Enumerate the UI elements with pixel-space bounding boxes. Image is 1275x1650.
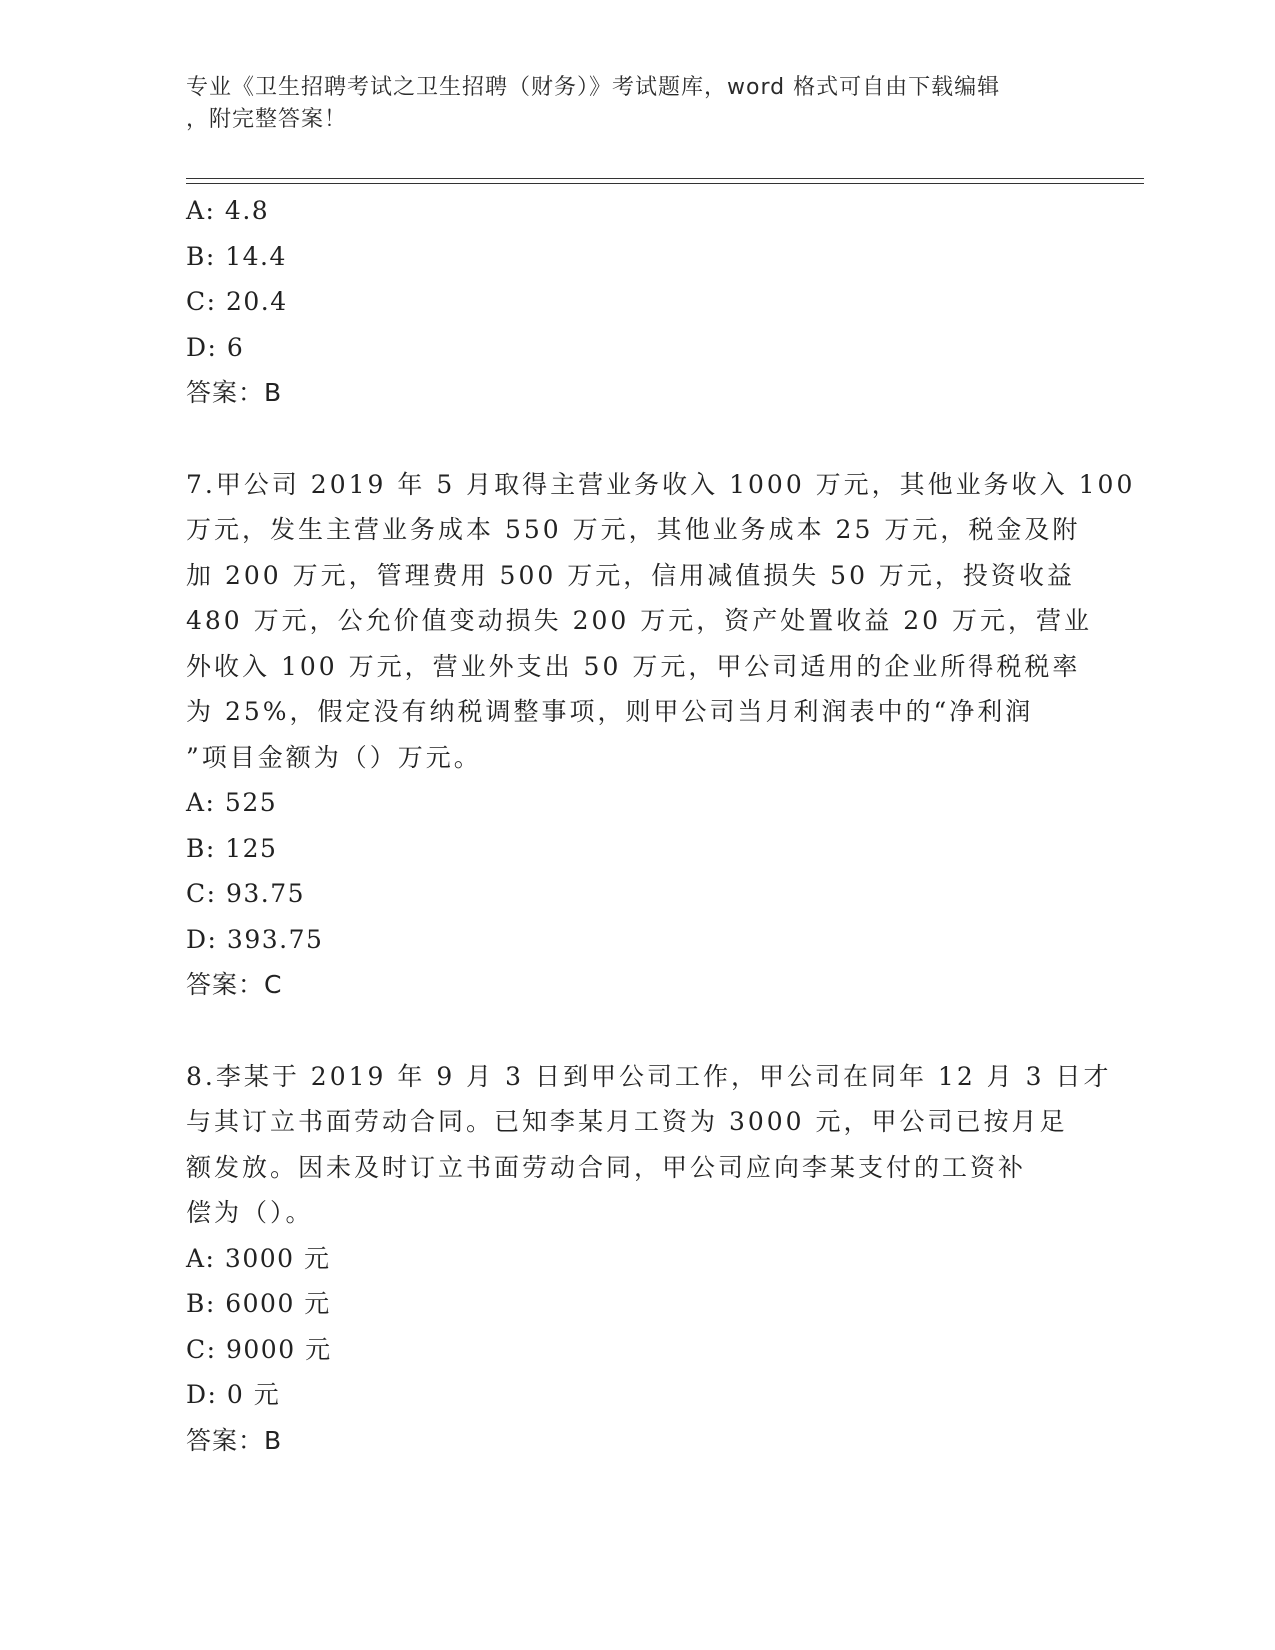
spacer bbox=[186, 1008, 1086, 1054]
option-c: C: 9000 元 bbox=[186, 1334, 332, 1364]
document-body bbox=[186, 188, 1136, 1463]
header-line-2: ，附完整答案！ bbox=[186, 107, 348, 132]
question-text-line: 万元，发生主营业务成本 550 万元，其他业务成本 25 万元，税金及附 bbox=[186, 515, 1081, 544]
spacer bbox=[186, 416, 1086, 462]
option-a: A: 3000 元 bbox=[186, 1243, 331, 1273]
option-b: B: 125 bbox=[186, 833, 278, 863]
option-d: D: 393.75 bbox=[186, 924, 324, 954]
question-text-line: 偿为（）。 bbox=[186, 1198, 314, 1227]
document-header bbox=[186, 72, 1066, 136]
question-text-line: 与其订立书面劳动合同。已知李某月工资为 3000 元，甲公司已按月足 bbox=[186, 1107, 1068, 1136]
question-text-line: 480 万元，公允价值变动损失 200 万元，资产处置收益 20 万元，营业 bbox=[186, 606, 1092, 635]
option-b: B: 14.4 bbox=[186, 241, 287, 271]
answer-label: 答案：B bbox=[186, 1425, 283, 1455]
question-text-line: 加 200 万元，管理费用 500 万元，信用减值损失 50 万元，投资收益 bbox=[186, 560, 1075, 590]
question-text-line: 7.甲公司 2019 年 5 月取得主营业务收入 1000 万元，其他业务收入 100 bbox=[186, 469, 1136, 499]
question-text-line: ”项目金额为（）万元。 bbox=[186, 742, 482, 772]
option-a: A: 525 bbox=[186, 788, 278, 817]
question-text-line: 外收入 100 万元，营业外支出 50 万元，甲公司适用的企业所得税税率 bbox=[186, 651, 1081, 681]
question-8-text bbox=[186, 1054, 1112, 1236]
question-text-line: 8.李某于 2019 年 9 月 3 日到甲公司工作，甲公司在同年 12 月 3 日才 bbox=[186, 1061, 1112, 1091]
option-d: D: 0 元 bbox=[186, 1380, 281, 1409]
option-c: C: 93.75 bbox=[186, 879, 306, 908]
question-text-line: 额发放。因未及时订立书面劳动合同，甲公司应向李某支付的工资补 bbox=[186, 1152, 1027, 1182]
header-divider-bottom bbox=[186, 183, 1144, 184]
option-b: B: 6000 元 bbox=[186, 1289, 331, 1318]
question-7-text bbox=[186, 462, 1136, 781]
option-c: C: 20.4 bbox=[186, 287, 288, 316]
question-text-line: 为 25%，假定没有纳税调整事项，则甲公司当月利润表中的“净利润 bbox=[186, 697, 1034, 726]
header-line-1: 专业《卫生招聘考试之卫生招聘（财务）》考试题库，word 格式可自由下载编辑 bbox=[186, 75, 1001, 100]
option-d: D: 6 bbox=[186, 332, 245, 362]
question-8 bbox=[186, 1054, 1112, 1464]
question-6-options bbox=[186, 188, 1086, 416]
option-a: A: 4.8 bbox=[186, 196, 270, 225]
answer-label: 答案：B bbox=[186, 378, 283, 407]
answer-label: 答案：C bbox=[186, 970, 283, 999]
question-7 bbox=[186, 462, 1136, 1008]
header-divider-top bbox=[186, 178, 1144, 179]
